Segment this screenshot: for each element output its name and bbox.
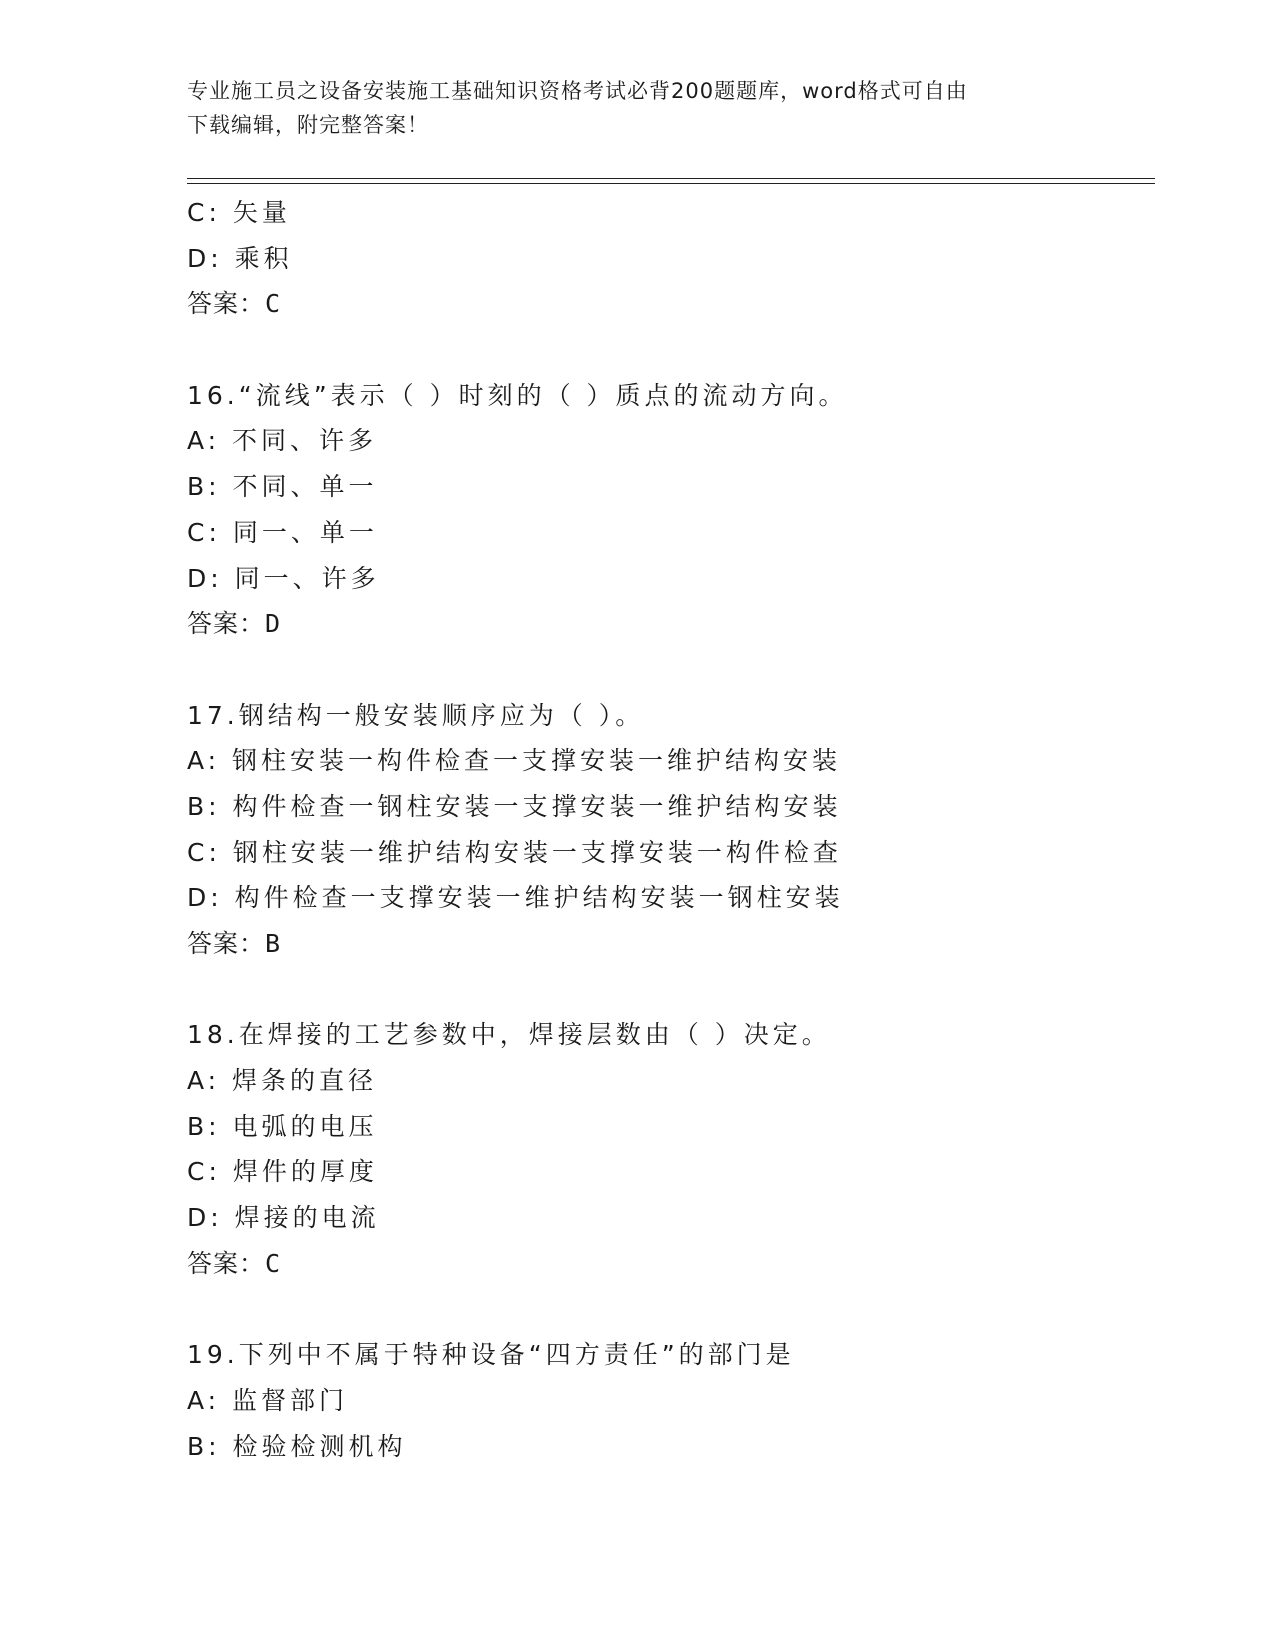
question-18 [187, 1012, 1147, 1286]
question-stem: 19.下列中不属于特种设备“四方责任”的部门是 [187, 1340, 795, 1370]
answer-line [187, 921, 1147, 967]
question-16 [187, 373, 1147, 647]
answer-label: 答案： [187, 1248, 266, 1278]
option-a: A: 不同、许多 [187, 426, 378, 456]
previous-question-tail [187, 190, 1147, 327]
answer-label: 答案： [187, 289, 266, 319]
option-a: A: 钢柱安装一构件检查一支撑安装一维护结构安装 [187, 746, 842, 776]
option-d: D: 构件检查一支撑安装一维护结构安装一钢柱安装 [187, 883, 844, 913]
option-d: D: 乘积 [187, 243, 293, 273]
question-list [187, 190, 1147, 1469]
option-c: C: 焊件的厚度 [187, 1157, 378, 1187]
option-b: B: 不同、单一 [187, 472, 378, 502]
option-d: D: 焊接的电流 [187, 1203, 380, 1233]
option-a: A: 监督部门 [187, 1385, 349, 1415]
header-line-1: 专业施工员之设备安装施工基础知识资格考试必背200题题库，word格式可自由 [187, 79, 968, 103]
document-header [187, 74, 1087, 142]
question-stem: 17.钢结构一般安装顺序应为（ ）。 [187, 700, 645, 730]
answer-value: B [265, 929, 282, 958]
option-a: A: 焊条的直径 [187, 1066, 378, 1096]
header-divider-top [187, 178, 1155, 179]
question-17 [187, 693, 1147, 967]
answer-value: C [265, 289, 282, 319]
option-b: B: 构件检查一钢柱安装一支撑安装一维护结构安装 [187, 791, 842, 821]
option-d: D: 同一、许多 [187, 563, 380, 593]
answer-line [187, 601, 1147, 647]
option-c: C: 矢量 [187, 198, 291, 227]
question-stem: 16.“流线”表示（ ）时刻的（ ）质点的流动方向。 [187, 380, 848, 410]
answer-label: 答案： [187, 929, 266, 958]
answer-value: C [265, 1248, 282, 1278]
question-stem: 18.在焊接的工艺参数中，焊接层数由（ ）决定。 [187, 1020, 831, 1050]
spacer [187, 1287, 1147, 1333]
answer-value: D [265, 609, 282, 639]
spacer [187, 327, 1147, 373]
spacer [187, 647, 1147, 693]
spacer [187, 967, 1147, 1013]
header-divider-bottom [187, 183, 1155, 184]
question-19 [187, 1332, 1147, 1469]
header-line-2: 下载编辑，附完整答案！ [187, 113, 429, 137]
option-c: C: 同一、单一 [187, 517, 378, 547]
option-b: B: 电弧的电压 [187, 1111, 378, 1141]
answer-label: 答案： [187, 609, 266, 639]
answer-line [187, 281, 1147, 327]
answer-line [187, 1241, 1147, 1287]
option-b: B: 检验检测机构 [187, 1431, 407, 1461]
option-c: C: 钢柱安装一维护结构安装一支撑安装一构件检查 [187, 837, 842, 867]
